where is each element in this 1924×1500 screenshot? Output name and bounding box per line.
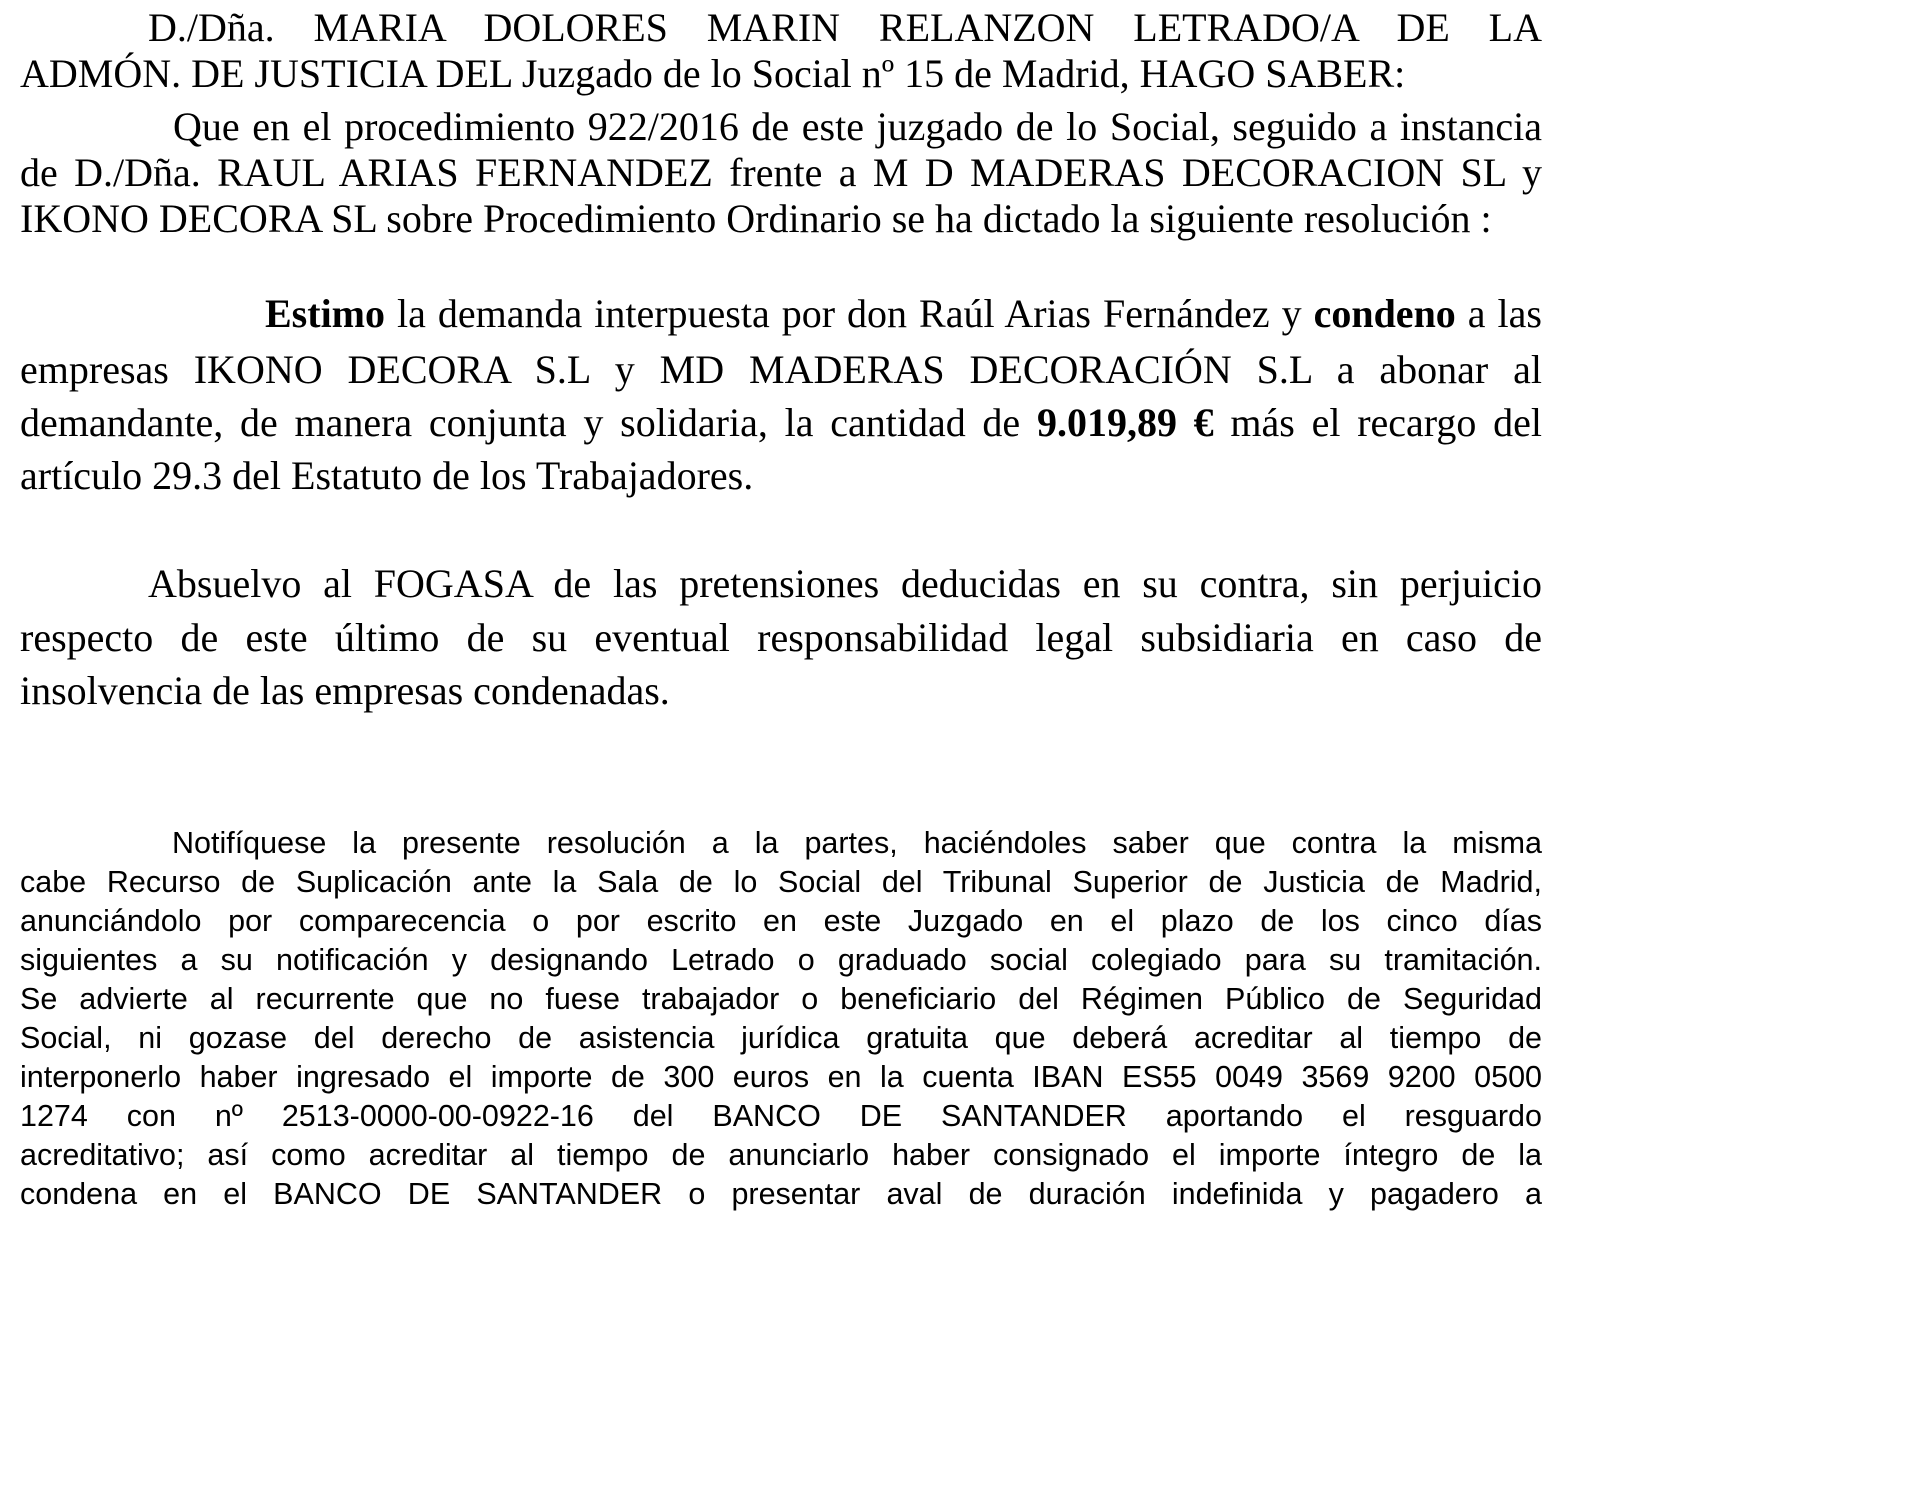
notice-line: condena en el BANCO DE SANTANDER o presentar aval de duración indefinida y pagadero a	[20, 1177, 1542, 1211]
notice-line: Se advierte al recurrente que no fuese trabajador o beneficiario del Régimen Público de Seguridad	[20, 982, 1542, 1016]
ruling-p1-line-3-text-a: demandante, de manera conjunta y solidaria, la cantidad de	[20, 400, 1037, 445]
notice-line: Notifíquese la presente resolución a la partes, haciéndoles saber que contra la misma	[172, 826, 1542, 860]
header-line-1: D./Dña. MARIA DOLORES MARIN RELANZON LETRADO/A DE LA	[148, 5, 1542, 50]
notice-line: interponerlo haber ingresado el importe de 300 euros en la cuenta IBAN ES55 0049 3569 9200 0500	[20, 1060, 1542, 1094]
notice-line: anunciándolo por comparecencia o por escrito en este Juzgado en el plazo de los cinco días	[20, 904, 1542, 938]
notice-line: acreditativo; así como acreditar al tiempo de anunciarlo haber consignado el importe íntegro de la	[20, 1138, 1542, 1172]
ruling-p2-line-1: Absuelvo al FOGASA de las pretensiones deducidas en su contra, sin perjuicio	[148, 561, 1542, 606]
ruling-p1-line-3	[20, 399, 1542, 446]
ruling-p1-line-4: artículo 29.3 del Estatuto de los Trabajadores.	[20, 453, 754, 498]
ruling-p2-line-3: insolvencia de las empresas condenadas.	[20, 668, 670, 713]
ruling-p1-line-1	[265, 290, 1542, 337]
ruling-p1-line-3-text-b: más el recargo del	[1213, 400, 1542, 445]
notice-line: 1274 con nº 2513-0000-00-0922-16 del BANCO DE SANTANDER aportando el resguardo	[20, 1099, 1542, 1133]
ruling-verb-condeno: condeno	[1313, 291, 1456, 336]
notice-line: Social, ni gozase del derecho de asistencia jurídica gratuita que deberá acreditar al tiempo de	[20, 1021, 1542, 1055]
header-line-2: ADMÓN. DE JUSTICIA DEL Juzgado de lo Social nº 15 de Madrid, HAGO SABER:	[20, 51, 1406, 96]
ruling-p1-text-1: la demanda interpuesta por don Raúl Arias Fernández y	[385, 291, 1314, 336]
ruling-p2-line-2: respecto de este último de su eventual responsabilidad legal subsidiaria en caso de	[20, 615, 1542, 660]
ruling-p1-line-2: empresas IKONO DECORA S.L y MD MADERAS DECORACIÓN S.L a abonar al	[20, 347, 1542, 392]
header-line-4: de D./Dña. RAUL ARIAS FERNANDEZ frente a M D MADERAS DECORACION SL y	[20, 150, 1542, 195]
condemned-amount: 9.019,89 €	[1036, 400, 1214, 445]
ruling-verb-estimo: Estimo	[265, 291, 385, 336]
notice-line: cabe Recurso de Suplicación ante la Sala de lo Social del Tribunal Superior de Justicia de Madrid,	[20, 865, 1542, 899]
header-line-3: Que en el procedimiento 922/2016 de este juzgado de lo Social, seguido a instancia	[173, 104, 1542, 149]
ruling-p1-text-2: a las	[1455, 291, 1542, 336]
notice-line: siguientes a su notificación y designando Letrado o graduado social colegiado para su tramitación.	[20, 943, 1542, 977]
header-line-5: IKONO DECORA SL sobre Procedimiento Ordinario se ha dictado la siguiente resolución :	[20, 196, 1492, 241]
